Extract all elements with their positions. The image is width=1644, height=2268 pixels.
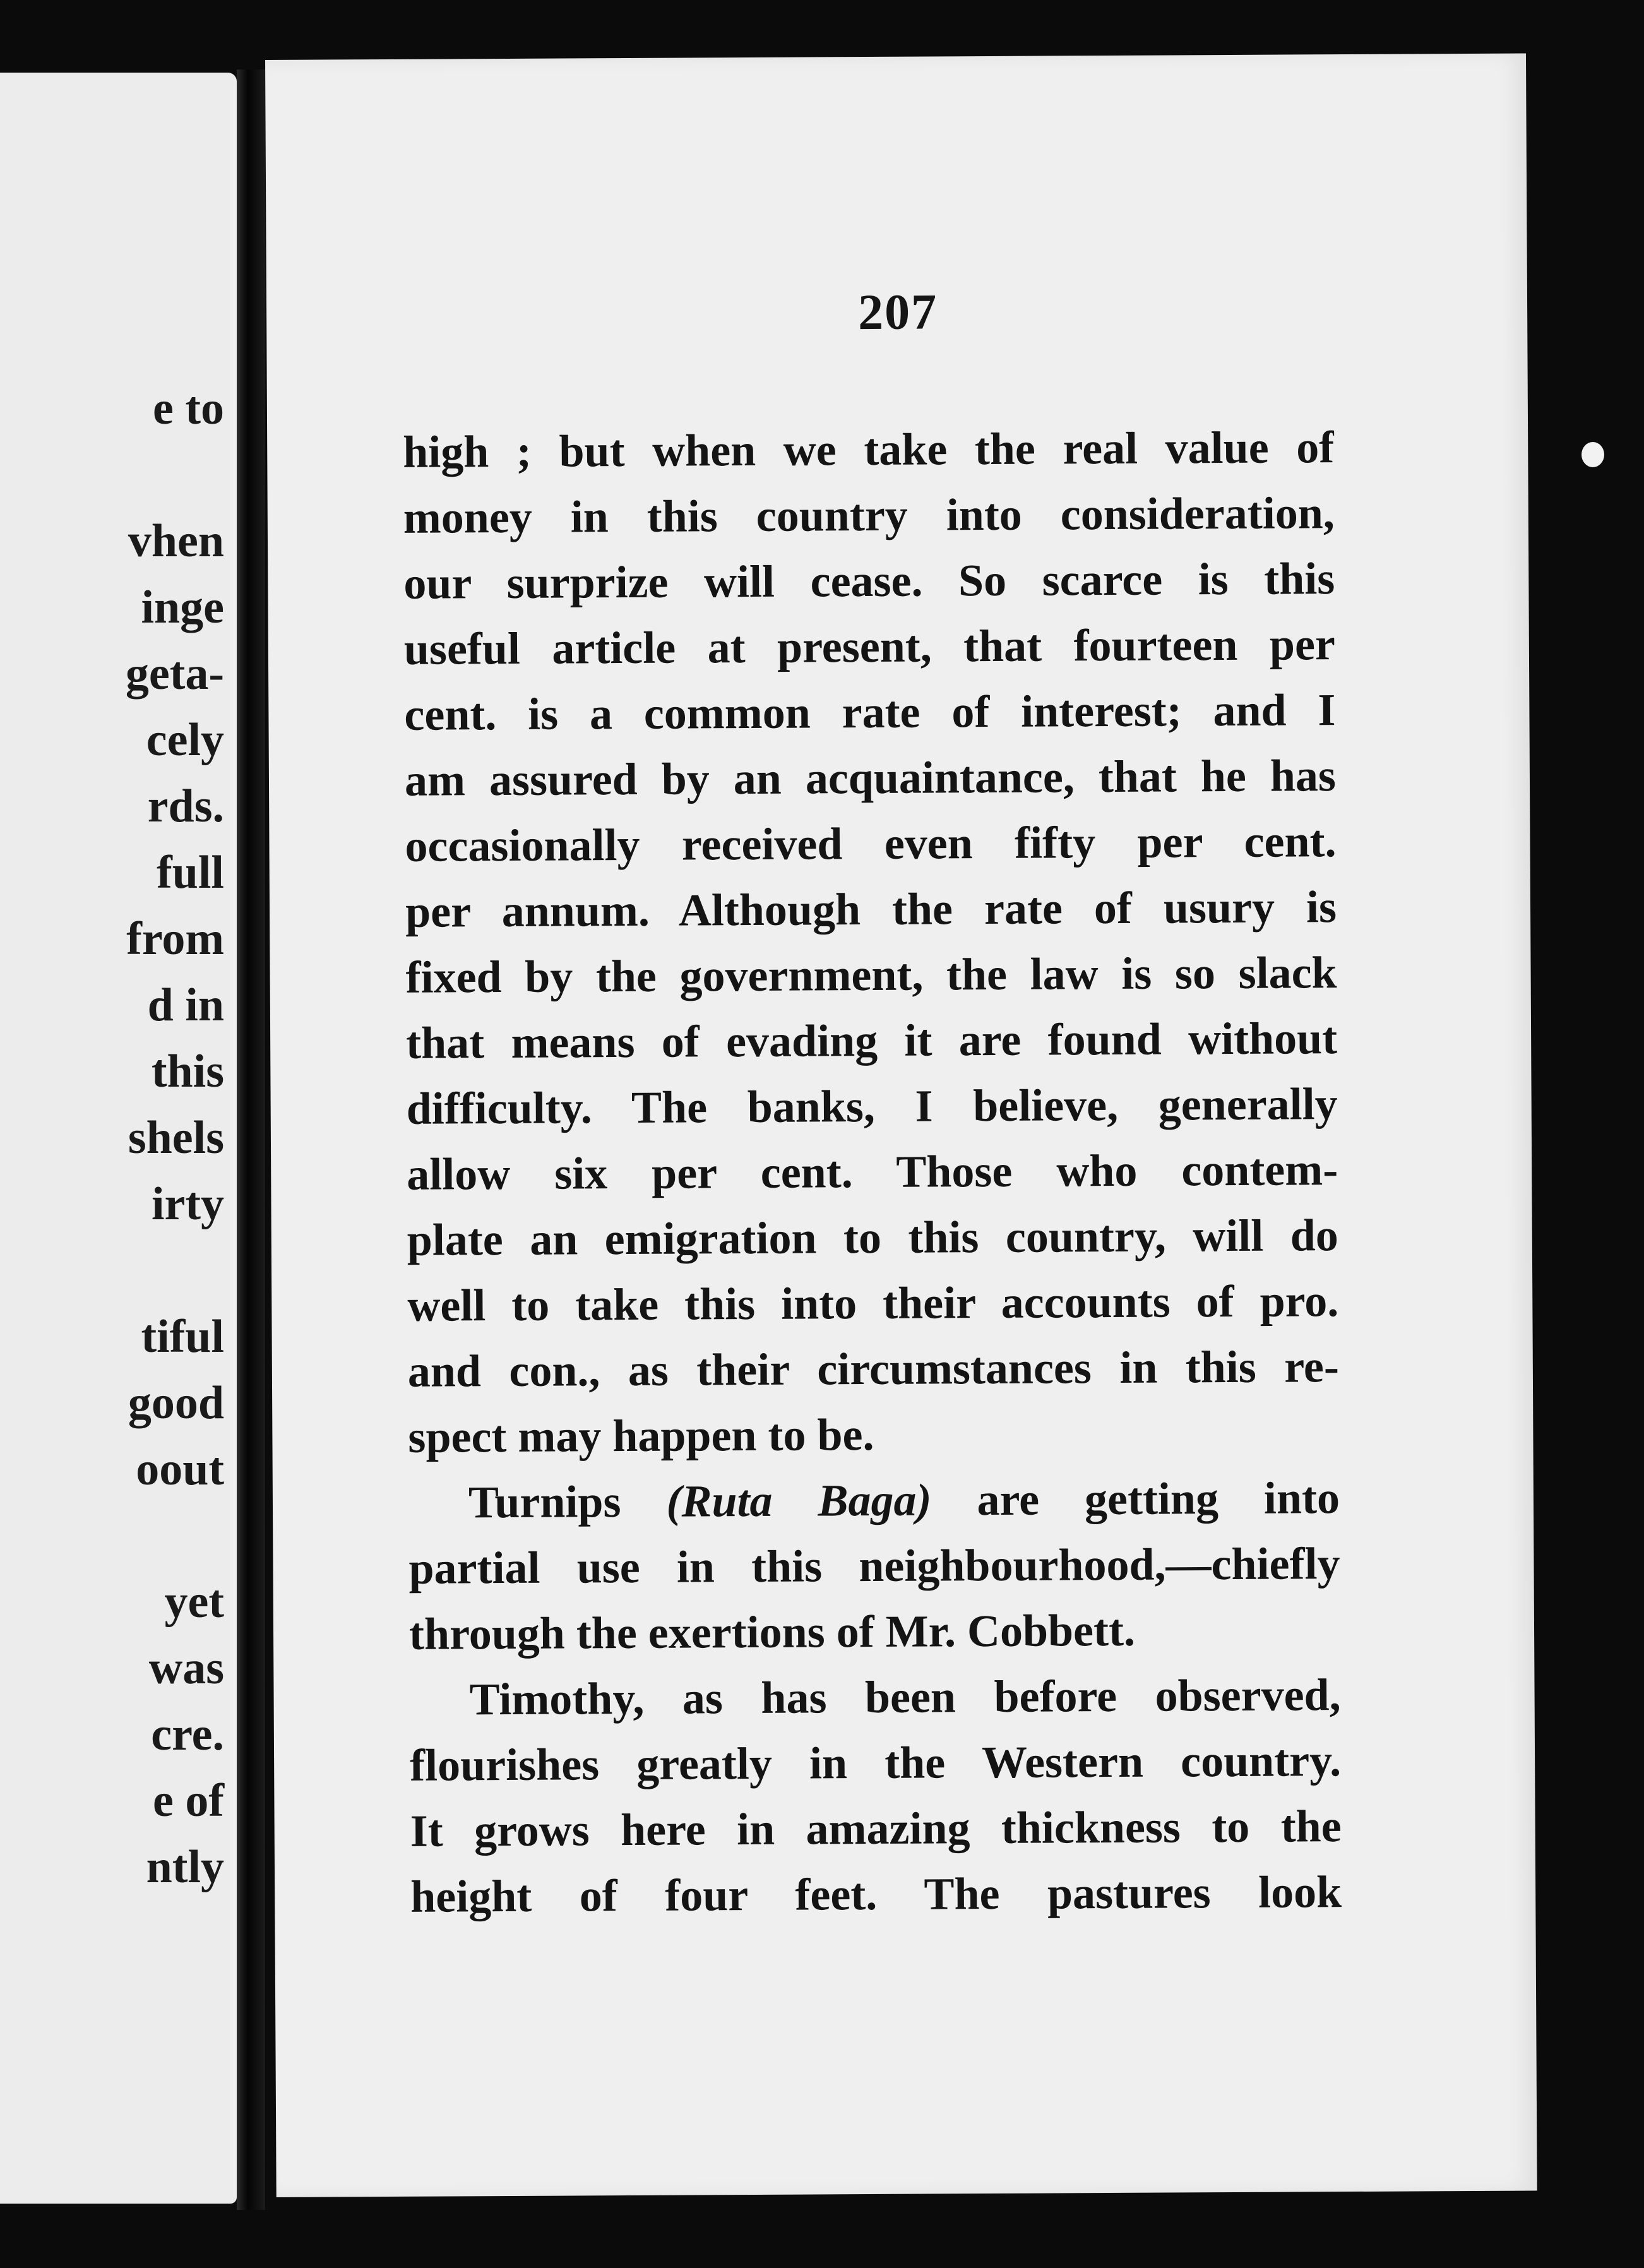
- previous-page-line: rds.: [147, 780, 224, 832]
- text-line: high ; but when we take the real value of: [403, 422, 1335, 477]
- text-line: allow six per cent. Those who contem-: [407, 1144, 1338, 1200]
- page-body: [403, 414, 1342, 1930]
- previous-page-line: was: [148, 1642, 224, 1694]
- previous-page-line: vhen: [128, 515, 224, 567]
- previous-page-line: irty: [151, 1178, 224, 1230]
- previous-page-line: inge: [141, 582, 224, 633]
- text-line: through the exertions of Mr. Cobbett.: [408, 1604, 1136, 1659]
- text-line: height of four feet. The pastures look: [410, 1866, 1342, 1922]
- italic-term: (Ruta Baga): [666, 1474, 932, 1527]
- previous-page-line: e of: [153, 1775, 224, 1827]
- previous-page-line: d in: [147, 979, 224, 1031]
- text-line: fixed by the government, the law is so slack: [405, 947, 1337, 1003]
- text-line: It grows here in amazing thickness to the: [410, 1801, 1342, 1856]
- previous-page-line: cre.: [151, 1709, 224, 1760]
- previous-page-line: e to: [153, 383, 224, 434]
- book-gutter: [237, 69, 265, 2210]
- previous-page-line: oout: [136, 1443, 224, 1495]
- text-line: money in this country into consideration,: [403, 487, 1335, 543]
- previous-page-line: tiful: [141, 1311, 224, 1363]
- text-line: well to take this into their accounts of pro.: [407, 1275, 1339, 1331]
- previous-page-line: this: [151, 1046, 224, 1097]
- previous-page-line: geta-: [125, 648, 224, 700]
- text-line: our surprize will cease. So scarce is this: [403, 553, 1335, 609]
- previous-page-line: cely: [146, 714, 224, 766]
- previous-page: [0, 73, 237, 2204]
- page-number: 207: [857, 284, 938, 341]
- text-line: partial use in this neighbourhood,—chiefly: [408, 1538, 1340, 1594]
- previous-page-line: full: [157, 847, 224, 898]
- text-line: Timothy, as has been before observed,: [469, 1669, 1341, 1725]
- text-line: per annum. Although the rate of usury is: [405, 881, 1337, 937]
- text-line: [408, 1465, 1340, 1536]
- previous-page-line: ntly: [146, 1841, 224, 1893]
- text-line: flourishes greatly in the Western country.: [409, 1735, 1342, 1791]
- text-line: that means of evading it are found without: [405, 1013, 1338, 1068]
- previous-page-line: from: [126, 913, 224, 965]
- text-line: spect may happen to be.: [408, 1409, 874, 1462]
- previous-page-line: shels: [128, 1112, 224, 1164]
- previous-page-line: good: [128, 1377, 224, 1429]
- previous-page-line: yet: [164, 1576, 224, 1628]
- current-page: [265, 54, 1537, 2197]
- text-line: and con., as their circumstances in this re-: [407, 1341, 1340, 1397]
- text-fragment: Turnips: [468, 1476, 621, 1528]
- text-line: difficulty. The banks, I believe, generally: [406, 1078, 1338, 1134]
- text-line: plate an emigration to this country, will do: [407, 1210, 1338, 1265]
- paper-speck: [1581, 442, 1604, 467]
- text-line: useful article at present, that fourteen per: [403, 619, 1336, 674]
- text-line: cent. is a common rate of interest; and I: [404, 684, 1336, 740]
- text-fragment: are getting into: [977, 1472, 1340, 1525]
- text-line: am assured by an acquaintance, that he has: [404, 750, 1337, 806]
- text-line: occasionally received even fifty per cent.: [405, 816, 1337, 871]
